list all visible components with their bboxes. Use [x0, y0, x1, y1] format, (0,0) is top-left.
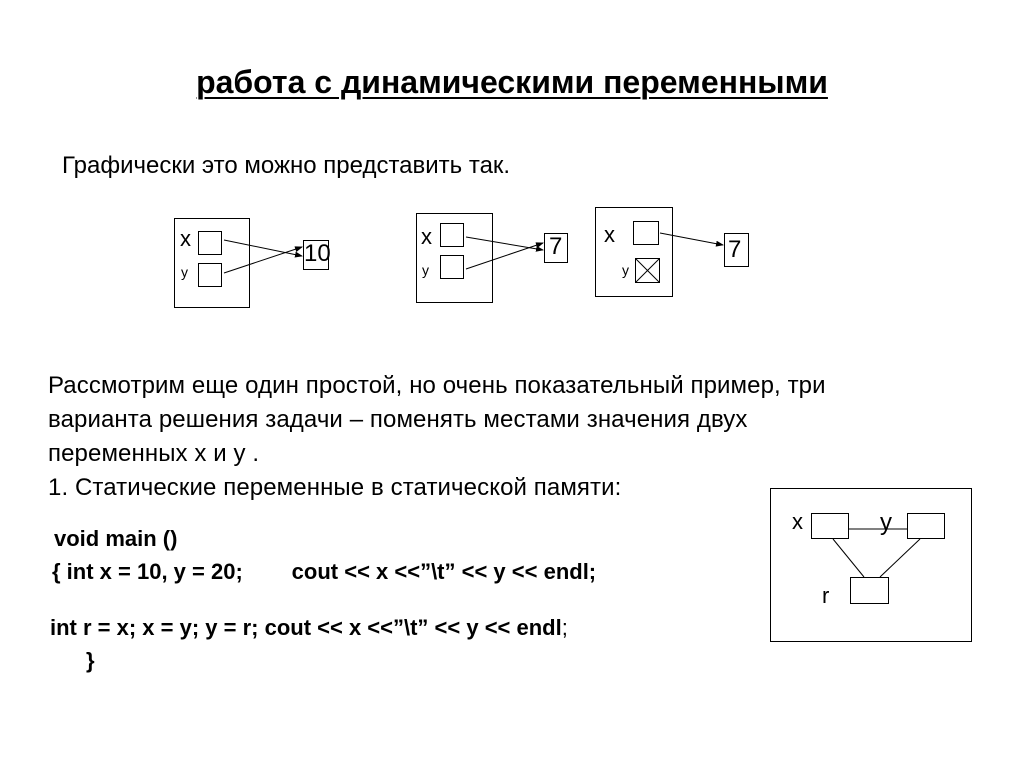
var-y-cell-1: [198, 263, 222, 287]
var-x-cell-1: [198, 231, 222, 255]
var-y-label-1: y: [181, 264, 188, 280]
code-line-2: { int x = 10, y = 20; cout << x <<”\t” << y << endl;: [52, 559, 597, 584]
paragraph-line-1: Рассмотрим еще один простой, но очень показательный пример, три: [48, 372, 826, 399]
swap-x-label: x: [792, 509, 803, 534]
value-label-1: 10: [304, 240, 331, 267]
code-line-3-main: int r = x; x = y; y = r; cout << x <<”\t” << y << endl: [50, 615, 562, 640]
paragraph-line-2: варианта решения задачи – поменять местами значения двух: [48, 406, 748, 433]
value-label-2: 7: [549, 233, 563, 260]
var-x-label-1: x: [180, 226, 191, 251]
slide-title: работа с динамическими переменными: [196, 64, 828, 100]
swap-r-cell: [850, 577, 889, 604]
var-x-cell-2: [440, 223, 464, 247]
paragraph-line-4: 1. Статические переменные в статической памяти:: [48, 474, 622, 501]
code-line-1: void main (): [54, 526, 178, 551]
swap-y-label: y: [880, 509, 892, 536]
var-x-label-2: x: [421, 224, 432, 249]
code-line-3-semicolon: ;: [561, 615, 568, 640]
code-line-4: }: [86, 648, 95, 673]
var-y-label-3: y: [622, 262, 629, 278]
swap-x-cell: [811, 513, 849, 539]
code-line-3: [50, 615, 568, 641]
var-x-cell-3: [633, 221, 659, 245]
var-y-cell-3-freed: [635, 258, 660, 283]
value-label-3: 7: [728, 236, 742, 263]
var-y-label-2: y: [422, 262, 429, 278]
var-x-label-3: x: [604, 222, 615, 247]
swap-y-cell: [907, 513, 945, 539]
subtitle: Графически это можно представить так.: [62, 152, 511, 179]
var-y-cell-2: [440, 255, 464, 279]
paragraph-line-3: переменных x и y .: [48, 440, 260, 467]
swap-r-label: r: [822, 583, 830, 608]
